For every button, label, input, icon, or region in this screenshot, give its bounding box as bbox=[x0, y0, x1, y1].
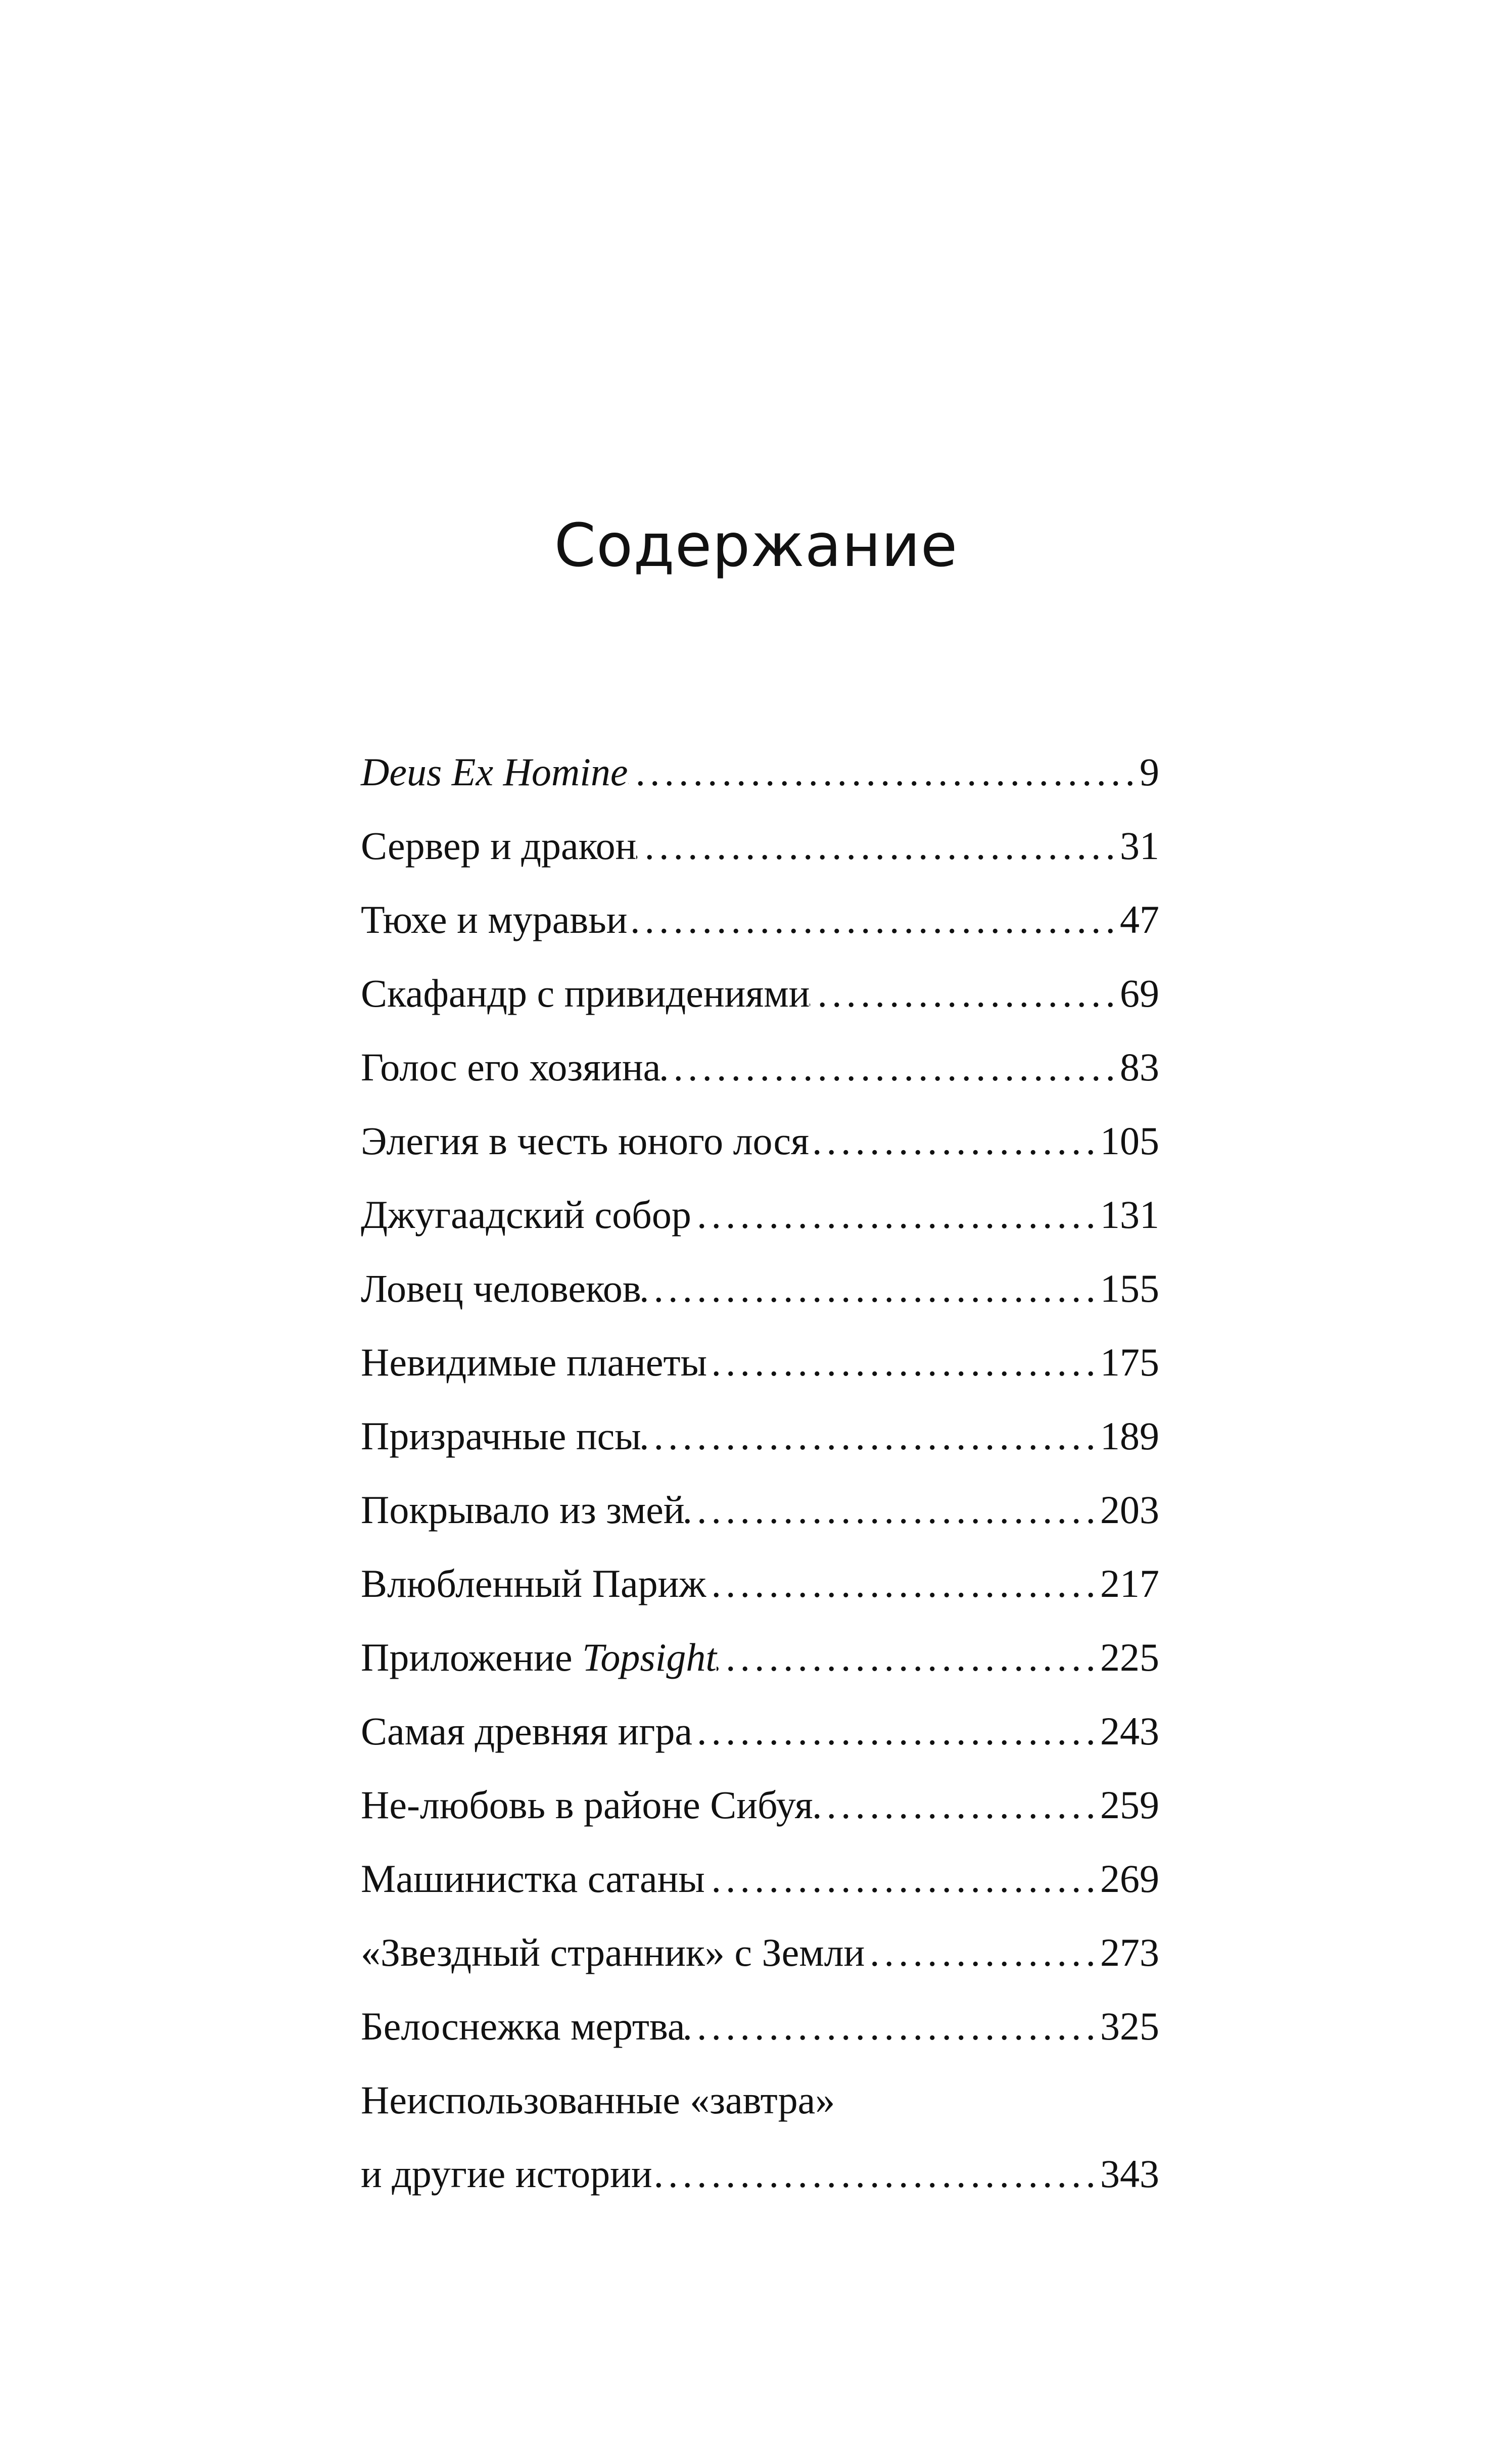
toc-entry[interactable] bbox=[361, 1178, 1159, 1252]
toc-entry-title bbox=[361, 883, 628, 957]
dot-leader bbox=[706, 1547, 1100, 1621]
toc-entry-row bbox=[361, 1547, 1159, 1621]
toc-entry-title-part: Скафандр с привидениями bbox=[361, 971, 810, 1015]
toc-entry-title bbox=[361, 1399, 641, 1473]
toc-entry-row bbox=[361, 809, 1159, 883]
toc-page-number: 217 bbox=[1100, 1561, 1159, 1605]
toc-page-number: 175 bbox=[1100, 1340, 1159, 1384]
toc-entry-row bbox=[361, 1621, 1159, 1694]
toc-entry[interactable] bbox=[361, 809, 1159, 883]
toc-entry-title-part: Джугаадский собор bbox=[361, 1193, 691, 1237]
dot-leader bbox=[813, 1768, 1100, 1842]
dot-leader bbox=[707, 1325, 1100, 1399]
toc-entry-title bbox=[361, 1473, 685, 1547]
toc-entry-title-line: Неиспользованные «завтра» bbox=[361, 2078, 835, 2122]
dot-leader bbox=[717, 1621, 1100, 1694]
toc-entry[interactable] bbox=[361, 957, 1159, 1030]
toc-page-number: 325 bbox=[1100, 2004, 1159, 2048]
toc-entry-row bbox=[361, 1473, 1159, 1547]
dot-leader bbox=[691, 1178, 1100, 1252]
toc-entry[interactable] bbox=[361, 1989, 1159, 2063]
toc-entry-title bbox=[361, 1768, 813, 1842]
toc-page-number: 155 bbox=[1100, 1266, 1159, 1310]
toc-entry-row bbox=[361, 735, 1159, 809]
toc-entry-title bbox=[361, 1694, 692, 1768]
page-title: Содержание bbox=[554, 510, 958, 580]
toc-entry-title-part: Невидимые планеты bbox=[361, 1340, 707, 1384]
toc-entry-row bbox=[361, 1768, 1159, 1842]
toc-page-number: 9 bbox=[1140, 750, 1159, 794]
toc-entry[interactable] bbox=[361, 1547, 1159, 1621]
dot-leader bbox=[641, 1252, 1100, 1325]
toc-entry[interactable] bbox=[361, 1621, 1159, 1694]
toc-entry-title-part: Голос его хозяина bbox=[361, 1045, 661, 1089]
toc-entry[interactable] bbox=[361, 1694, 1159, 1768]
toc-entry-title-part: Не-любовь в районе Сибуя bbox=[361, 1783, 813, 1827]
dot-leader bbox=[660, 1030, 1120, 1104]
toc-entry-row bbox=[361, 1694, 1159, 1768]
toc-entry-title bbox=[361, 1621, 717, 1694]
toc-entry-title-part: Тюхе и муравьи bbox=[361, 897, 628, 941]
toc-entry-row bbox=[361, 1325, 1159, 1399]
toc-entry-title-part: Влюбленный Париж bbox=[361, 1561, 706, 1605]
toc-entry[interactable] bbox=[361, 1104, 1159, 1178]
toc-entry[interactable] bbox=[361, 1325, 1159, 1399]
dot-leader bbox=[652, 2137, 1100, 2211]
toc-page-number: 243 bbox=[1100, 1709, 1159, 1753]
toc-entry-title-part: Deus Ex Homine bbox=[361, 750, 628, 794]
toc-entry-row bbox=[361, 1104, 1159, 1178]
toc-entry-row bbox=[361, 1030, 1159, 1104]
toc-entry-row bbox=[361, 957, 1159, 1030]
toc-entry-title-part: Сервер и дракон bbox=[361, 824, 637, 868]
toc-page-number: 273 bbox=[1100, 1930, 1159, 1974]
dot-leader bbox=[685, 1473, 1100, 1547]
toc-entry-title bbox=[361, 735, 628, 809]
toc-entry-title-part: Белоснежка мертва bbox=[361, 2004, 685, 2048]
dot-leader bbox=[810, 957, 1120, 1030]
toc-entry[interactable] bbox=[361, 1473, 1159, 1547]
toc-page-number: 47 bbox=[1120, 897, 1159, 941]
toc-entry-row bbox=[361, 1399, 1159, 1473]
toc-entry-title-part: Ловец человеков bbox=[361, 1266, 641, 1310]
toc-entry-title-part: Покрывало из змей bbox=[361, 1488, 685, 1532]
toc-entry-title bbox=[361, 809, 636, 883]
toc-entry-title bbox=[361, 1178, 691, 1252]
toc-entry-title bbox=[361, 1104, 809, 1178]
toc-entry[interactable] bbox=[361, 2063, 1159, 2211]
toc-entry[interactable] bbox=[361, 1768, 1159, 1842]
toc-entry-title bbox=[361, 1989, 685, 2063]
toc-page-number: 259 bbox=[1100, 1783, 1159, 1827]
toc-page-number: 225 bbox=[1100, 1635, 1159, 1679]
toc-entry[interactable] bbox=[361, 1030, 1159, 1104]
toc-entry-title-part: Самая древняя игра bbox=[361, 1709, 692, 1753]
toc-page-number: 343 bbox=[1100, 2152, 1159, 2196]
dot-leader bbox=[628, 735, 1140, 809]
toc-entry-title bbox=[361, 1547, 706, 1621]
toc-page-number: 105 bbox=[1100, 1119, 1159, 1163]
toc-entry-row bbox=[361, 1178, 1159, 1252]
toc-page-number: 131 bbox=[1100, 1193, 1159, 1237]
toc-entry-title-part: Призрачные псы bbox=[361, 1414, 641, 1458]
dot-leader bbox=[692, 1694, 1100, 1768]
toc-entry-row bbox=[361, 1842, 1159, 1916]
toc-entry-row bbox=[361, 1989, 1159, 2063]
toc-entry[interactable] bbox=[361, 883, 1159, 957]
toc-entry-title-part: и другие истории bbox=[361, 2152, 652, 2196]
toc-entry-row bbox=[361, 883, 1159, 957]
toc-page-number: 189 bbox=[1100, 1414, 1159, 1458]
toc-entry[interactable] bbox=[361, 735, 1159, 809]
toc-entry-title-part: Машинистка сатаны bbox=[361, 1857, 705, 1901]
dot-leader bbox=[636, 809, 1120, 883]
toc-entry-title bbox=[361, 1842, 705, 1916]
dot-leader bbox=[641, 1399, 1100, 1473]
toc-entry-title bbox=[361, 2137, 652, 2211]
toc-entry-title bbox=[361, 1030, 660, 1104]
dot-leader bbox=[809, 1104, 1100, 1178]
dot-leader bbox=[628, 883, 1120, 957]
toc-entry-title-part: Приложение bbox=[361, 1635, 583, 1679]
table-of-contents bbox=[361, 735, 1159, 2211]
toc-page-number: 83 bbox=[1120, 1045, 1159, 1089]
toc-page-number: 203 bbox=[1100, 1488, 1159, 1532]
toc-entry[interactable] bbox=[361, 1916, 1159, 1989]
toc-entry[interactable] bbox=[361, 1842, 1159, 1916]
toc-entry-title bbox=[361, 1916, 865, 1989]
dot-leader bbox=[685, 1989, 1100, 2063]
toc-entry-title-part: «Звездный странник» с Земли bbox=[361, 1930, 865, 1974]
toc-page-number: 69 bbox=[1120, 971, 1159, 1015]
toc-entry-row bbox=[361, 1252, 1159, 1325]
dot-leader bbox=[865, 1916, 1100, 1989]
toc-entry-title bbox=[361, 957, 810, 1030]
toc-entry[interactable] bbox=[361, 1252, 1159, 1325]
toc-entry[interactable] bbox=[361, 1399, 1159, 1473]
dot-leader bbox=[705, 1842, 1100, 1916]
toc-page-number: 31 bbox=[1120, 824, 1159, 868]
toc-entry-row bbox=[361, 2137, 1159, 2211]
toc-entry-title bbox=[361, 1325, 707, 1399]
toc-entry-title-part: Элегия в честь юного лося bbox=[361, 1119, 809, 1163]
toc-entry-title bbox=[361, 1252, 641, 1325]
toc-entry-row bbox=[361, 1916, 1159, 1989]
toc-entry-title-part: Topsight bbox=[582, 1635, 717, 1679]
toc-page-number: 269 bbox=[1100, 1857, 1159, 1901]
